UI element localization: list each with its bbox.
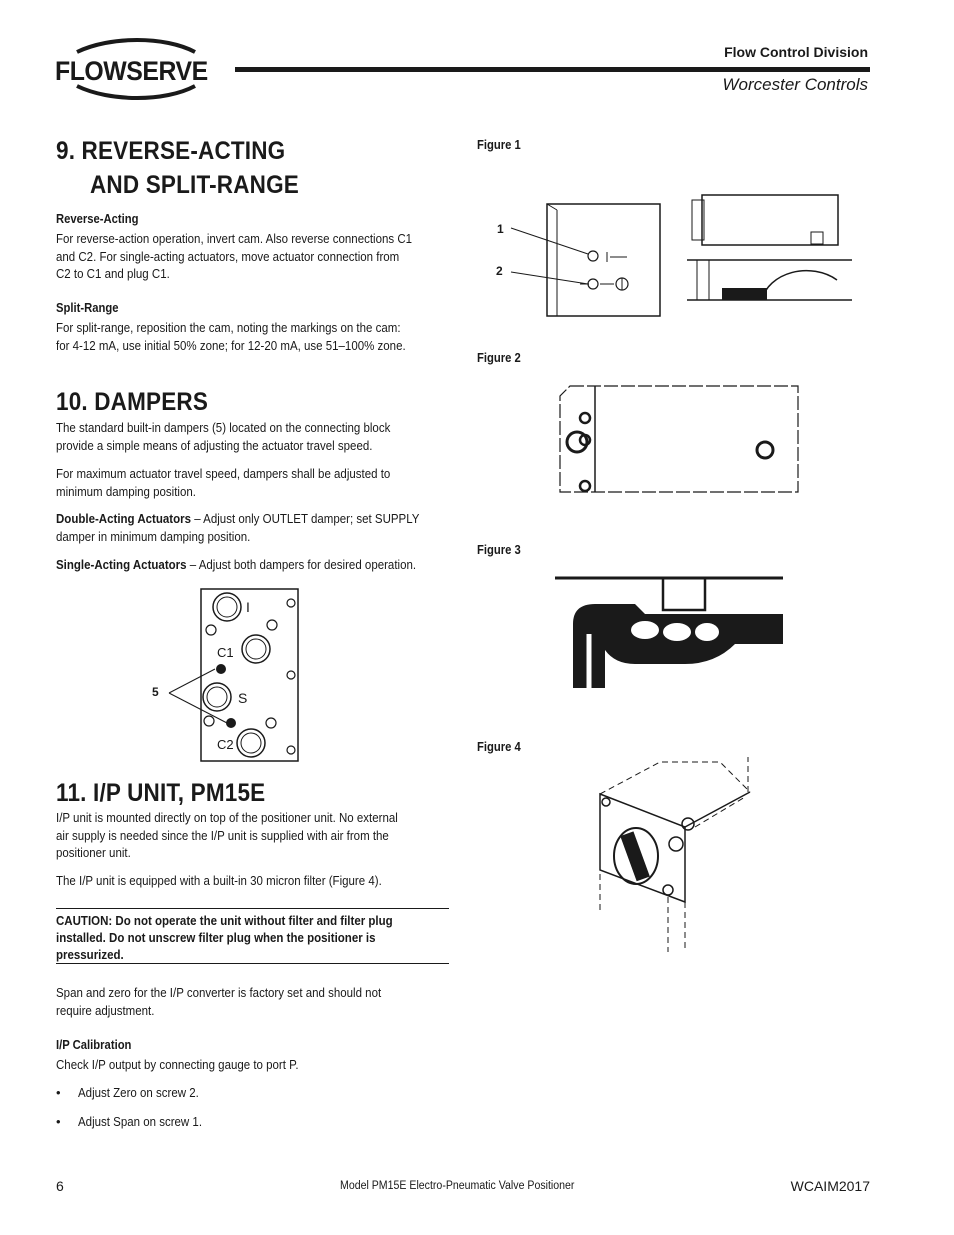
text-line: damper in minimum damping position. [56, 529, 251, 544]
figure1-label: Figure 1 [477, 138, 521, 152]
footer-document-title: Model PM15E Electro-Pneumatic Valve Positioner [340, 1180, 575, 1192]
bullet-text: Adjust Span on screw 1. [78, 1115, 203, 1129]
caution-text [56, 913, 442, 964]
text-line: and C2. For single-acting actuators, move actuator connection from [56, 249, 400, 264]
single-acting-label: Single-Acting Actuators [56, 558, 187, 572]
port-label-c2: C2 [217, 737, 234, 752]
ip-unit-paragraph-1 [56, 810, 447, 863]
double-acting-label: Double-Acting Actuators [56, 512, 192, 526]
text-line: C2 to C1 and plug C1. [56, 267, 170, 281]
ip-unit-diagram [590, 752, 760, 952]
brand-subtitle: Worcester Controls [722, 75, 868, 94]
bullet-icon: • [56, 1114, 61, 1129]
figure4-drawing [590, 752, 760, 952]
reverse-acting-heading: Reverse-Acting [56, 212, 139, 226]
text-line: pressurized. [56, 948, 124, 962]
split-range-text [56, 320, 447, 355]
positioner-box-diagram [477, 180, 867, 320]
dampers-paragraph-1 [56, 420, 447, 455]
list-item [56, 1085, 456, 1103]
port-label-s: S [238, 690, 248, 706]
text-line: minimum damping position. [56, 484, 196, 499]
figure2-drawing [555, 384, 805, 496]
text-line: for 4-12 mA, use initial 50% zone; for 12-20 mA, use 51–100% zone. [56, 338, 406, 353]
header-rule [235, 67, 870, 72]
list-item [56, 1114, 456, 1132]
ip-calibration-heading: I/P Calibration [56, 1038, 132, 1052]
figure2-label: Figure 2 [477, 351, 521, 365]
text-line: For maximum actuator travel speed, dampers shall be adjusted to [56, 467, 391, 481]
ip-unit-paragraph-3 [56, 985, 447, 1020]
division-title: Flow Control Division [724, 44, 868, 60]
figure1-drawing [477, 180, 867, 320]
single-acting-paragraph [56, 557, 447, 575]
ip-unit-paragraph-2: The I/P unit is equipped with a built-in 30 micron filter (Figure 4). [56, 874, 382, 888]
split-range-heading: Split-Range [56, 301, 119, 315]
text-line: positioner unit. [56, 846, 131, 860]
text-line: Span and zero for the I/P converter is factory set and should not [56, 986, 382, 1000]
text-line: – Adjust only OUTLET damper; set SUPPLY [191, 512, 420, 526]
text-line: – Adjust both dampers for desired operation. [186, 558, 417, 572]
footer-document-code: WCAIM2017 [790, 1178, 870, 1194]
text-line: air supply is needed since the I/P unit is supplied with air from the [56, 828, 389, 843]
figure3-label: Figure 3 [477, 543, 521, 557]
section9-title-line1: 9. REVERSE-ACTING [56, 137, 286, 165]
double-acting-paragraph [56, 511, 447, 546]
caution-box [56, 908, 449, 964]
port-label-i: I [246, 599, 250, 615]
section9-title-line2: AND SPLIT-RANGE [90, 171, 299, 199]
cam-profile-diagram [555, 574, 785, 690]
text-line: installed. Do not unscrew filter plug when the positioner is [56, 931, 376, 945]
text-line: For reverse-action operation, invert cam. Also reverse connections C1 [56, 232, 413, 246]
text-line: provide a simple means of adjusting the actuator travel speed. [56, 438, 373, 453]
figure4-label: Figure 4 [477, 740, 521, 754]
damper-callout-5: 5 [152, 685, 159, 699]
dampers-paragraph-2 [56, 466, 447, 501]
section11-title: 11. I/P UNIT, PM15E [56, 779, 266, 807]
page-number: 6 [56, 1178, 64, 1194]
dampers-block-figure [145, 585, 305, 765]
port-label-c1: C1 [217, 645, 234, 660]
bullet-text: Adjust Zero on screw 2. [78, 1086, 199, 1100]
text-line: For split-range, reposition the cam, noting the markings on the cam: [56, 321, 401, 335]
figure1-callout-2: 2 [496, 264, 503, 278]
figure3-drawing [555, 574, 785, 690]
text-line: require adjustment. [56, 1003, 155, 1018]
reverse-acting-text [56, 231, 447, 284]
cam-plate-diagram [555, 384, 805, 496]
logo-wordmark: FLOWSERVE [55, 56, 208, 86]
figure1-callout-1: 1 [497, 222, 504, 236]
bullet-icon: • [56, 1085, 61, 1100]
text-line: CAUTION: Do not operate the unit without filter and filter plug [56, 914, 393, 928]
section10-title: 10. DAMPERS [56, 388, 209, 416]
flowserve-logo [55, 38, 215, 100]
ip-calibration-text: Check I/P output by connecting gauge to port P. [56, 1058, 299, 1072]
text-line: I/P unit is mounted directly on top of the positioner unit. No external [56, 811, 398, 825]
text-line: The standard built-in dampers (5) located on the connecting block [56, 421, 391, 435]
